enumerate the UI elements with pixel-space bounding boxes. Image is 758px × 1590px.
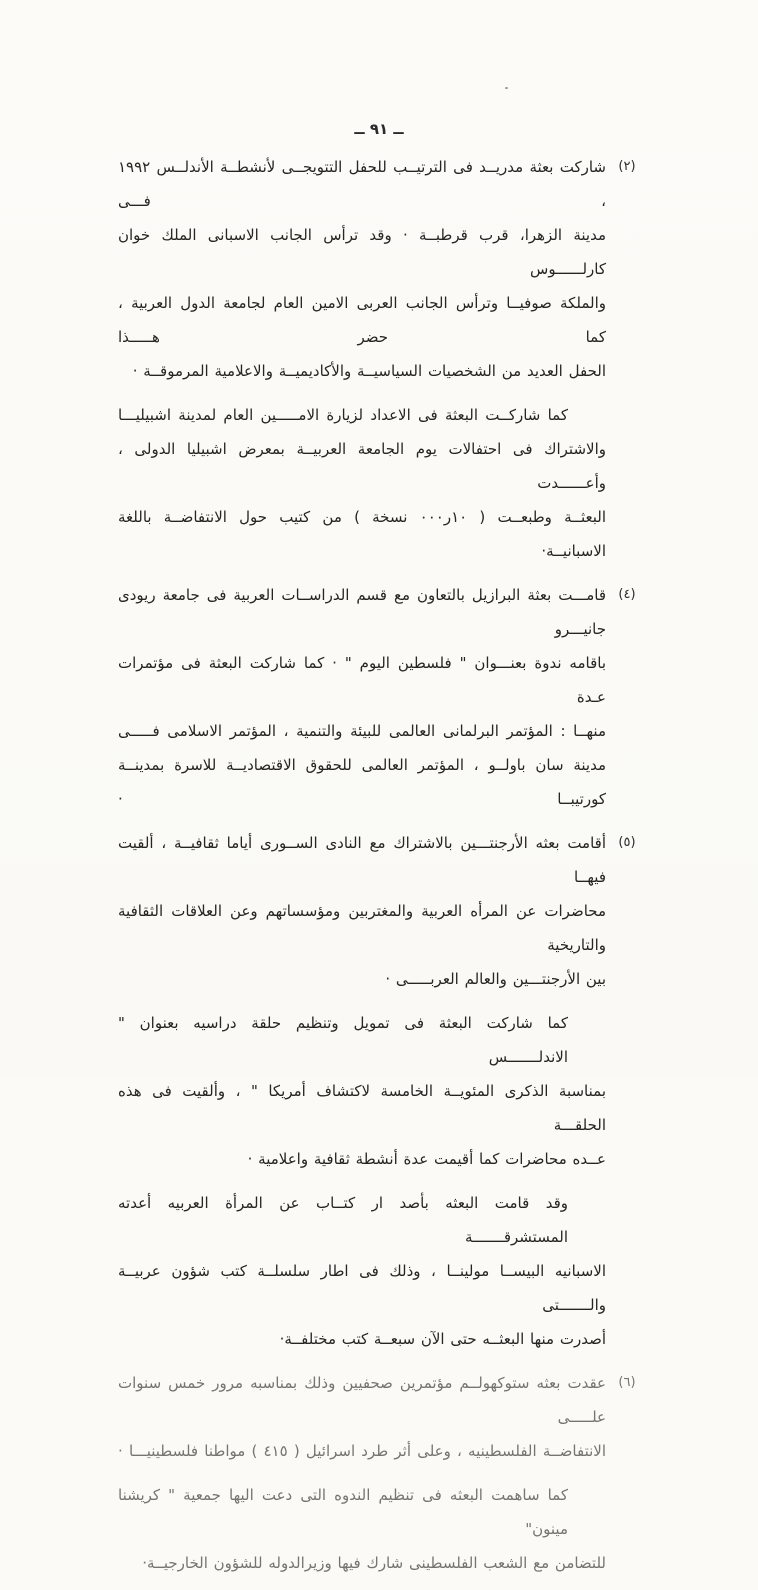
paragraph-lines <box>118 826 606 996</box>
document-body <box>118 150 648 1590</box>
text-line: كما شاركت البعثة فى تمويل وتنظيم حلقة دراسيه بعنوان " الاندلـــــــس <box>118 1014 568 1066</box>
text-line: محاضرات عن المرأه العربية والمغتربين ومؤسساتهم وعن العلاقات الثقافية والتاريخية <box>118 902 606 954</box>
paragraph-lines <box>118 578 606 816</box>
paragraph <box>118 150 648 388</box>
text-line: بين الأرجنتـــين والعالم العربـــــى · <box>385 970 606 988</box>
paragraph-number: (٥) <box>618 835 636 850</box>
text-line: الحفل العديد من الشخصيات السياسيــة والأكاديميــة والاعلامية المرموقــة · <box>132 362 606 380</box>
paragraph <box>118 826 648 996</box>
text-line: الانتفاضــة الفلسطينيه ، وعلى أثر طرد اسرائيل ( ٤١٥ ) مواطنا فلسطينيـــا · <box>118 1442 606 1460</box>
paragraph-lines <box>118 1478 606 1580</box>
text-line: عــده محاضرات كما أقيمت عدة أنشطة ثقافية واعلامية · <box>247 1150 606 1168</box>
text-line: وقد قامت البعثه بأصد ار كتــاب عن المرأة العربيه أعدته المستشرقـــــــة <box>118 1194 568 1246</box>
paragraph-number: (٦) <box>618 1375 636 1390</box>
scan-artifact-dot <box>505 87 508 89</box>
paragraph-number <box>606 1006 648 1176</box>
paragraph-lines <box>118 150 606 388</box>
paragraph-number: (٢) <box>618 159 636 174</box>
text-line: للتضامن مع الشعب الفلسطينى شارك فيها وزيرالدوله للشؤون الخارجيــة· <box>142 1554 606 1572</box>
paragraph <box>118 1186 648 1356</box>
text-line: أقامت بعثه الأرجنتـــين بالاشتراك مع النادى الســورى أياما ثقافيــة ، ألقيت فيهــا <box>118 834 606 886</box>
paragraph-lines <box>118 1366 606 1468</box>
paragraph-number <box>606 1186 648 1356</box>
text-line: الاسبانيه البيســا مولينــا ، وذلك فى اطار سلسلــة كتب شؤون عربيــة والـــــــتى <box>118 1262 606 1314</box>
text-line: مدينة الزهرا، قرب قرطبــة · وقد ترأس الجانب الاسبانى الملك خوان كارلــــــوس <box>118 226 606 278</box>
page-number: ــ ٩١ ــ <box>354 120 404 138</box>
paragraph <box>118 1366 648 1468</box>
paragraph <box>118 1006 648 1176</box>
paragraph-number: (٤) <box>618 587 636 602</box>
text-line: عقدت بعثه ستوكهولــم مؤتمرين صحفيين وذلك بمناسبه مرور خمس سنوات علـــــى <box>118 1374 606 1426</box>
text-line: منهــا : المؤتمر البرلمانى العالمى للبيئة والتنمية ، المؤتمر الاسلامى فـــــى <box>118 722 606 740</box>
paragraph-number <box>606 398 648 568</box>
text-line: البعثــة وطبعــت ( ١٠ر٠٠٠ نسخة ) من كتيب حول الانتفاضــة باللغة الاسبانيــة· <box>118 508 607 560</box>
text-line: مدينة سان باولــو ، المؤتمر العالمى للحقوق الاقتصاديــة للاسرة بمدينــة كورتيبــا · <box>118 756 606 808</box>
paragraph-lines <box>118 1006 606 1176</box>
paragraph <box>118 578 648 816</box>
paragraph <box>118 1478 648 1580</box>
text-line: والملكة صوفيــا وترأس الجانب العربى الامين العام لجامعة الدول العربية ، كما حضر هـــــذا <box>118 294 606 346</box>
text-line: أصدرت منها البعثــه حتى الآن سبعــة كتب مختلفــة· <box>279 1330 606 1348</box>
text-line: كما شاركــت البعثة فى الاعداد لزيارة الامـــــين العام لمدينة اشبيليـــا <box>118 406 568 424</box>
paragraph-lines <box>118 398 606 568</box>
paragraph-number <box>606 1478 648 1580</box>
text-line: بمناسبة الذكرى المئويــة الخامسة لاكتشاف أمريكا " ، وألقيت فى هذه الحلقـــة <box>118 1082 606 1134</box>
paragraph <box>118 398 648 568</box>
text-line: شاركت بعثة مدريــد فى الترتيــب للحفل التتويجــى لأنشطــة الأندلــس ١٩٩٢ ، فـــى <box>118 158 606 210</box>
text-line: قامـــت بعثة البرازيل بالتعاون مع قسم الدراســات العربية فى جامعة ريودى جانيـــرو <box>118 586 606 638</box>
paragraph-lines <box>118 1186 606 1356</box>
text-line: كما ساهمت البعثه فى تنظيم الندوه التى دعت اليها جمعية " كريشنا مينون" <box>118 1486 568 1538</box>
text-line: والاشتراك فى احتفالات يوم الجامعة العربيــة بمعرض اشبيليا الدولى ، وأعــــــدت <box>118 440 606 492</box>
text-line: باقامه ندوة بعنـــوان " فلسطين اليوم " · كما شاركت البعثة فى مؤتمرات عـدة <box>118 654 606 706</box>
